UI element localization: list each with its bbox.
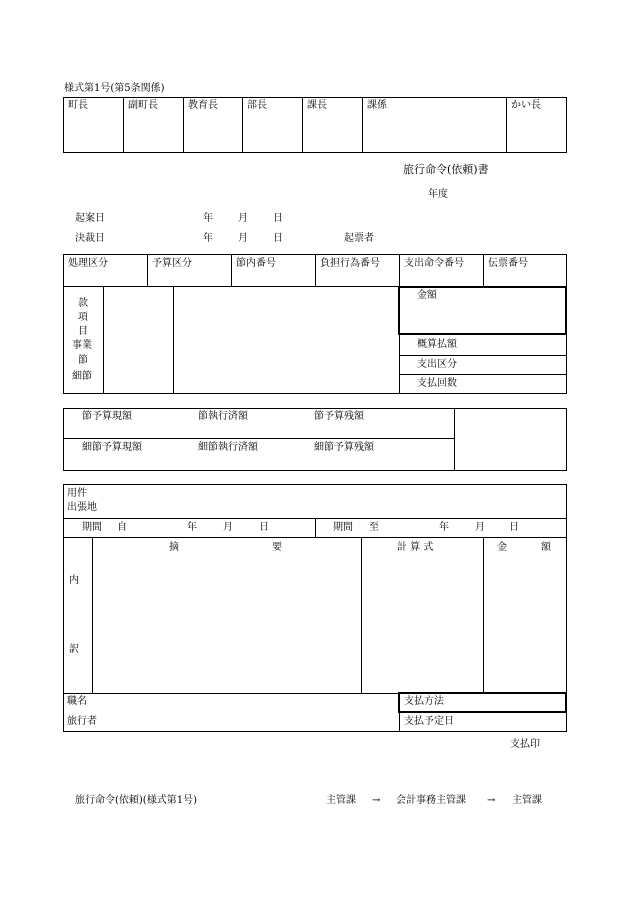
from-label: 自 [117,522,127,533]
destination-label: 出張地 [67,502,97,513]
payment-seal-label: 支払印 [510,739,540,750]
subsection-budget-executed: 細節執行済額 [198,442,258,453]
drafter-label: 起票者 [344,233,374,244]
budget-project: 事業 [72,340,92,351]
budget-kou: 項 [78,312,88,323]
routing-dept-2: 会計事務主管課 [396,795,466,806]
draft-year: 年 [203,213,213,224]
breakdown-label-2: 訳 [69,644,79,655]
from-year: 年 [187,522,197,533]
job-title-label: 職名 [67,696,87,707]
from-month: 月 [223,522,233,533]
budget-kan: 款 [78,298,88,309]
document-title: 旅行命令(依頼)書 [403,163,489,176]
header-processing: 処理区分 [68,258,108,269]
header-voucher-number: 伝票番号 [488,258,528,269]
decision-month: 月 [238,233,248,244]
approval-director: 部長 [247,100,267,111]
to-year: 年 [439,522,449,533]
approval-mayor: 町長 [68,100,88,111]
approval-section-chief: 課長 [307,100,327,111]
amount-header-1: 金 [497,542,507,553]
approval-deputy-mayor: 副町長 [128,100,158,111]
payment-date-label: 支払予定日 [404,716,454,727]
fiscal-year-label: 年度 [428,189,448,200]
summary-header-2: 要 [272,542,282,553]
decision-day: 日 [273,233,283,244]
header-payment-order-number: 支出命令番号 [404,258,464,269]
payment-method-label: 支払方法 [404,696,444,707]
approval-superintendent: 教育長 [188,100,218,111]
period-to-label: 期間 [333,522,353,533]
to-day: 日 [509,522,519,533]
decision-date-label: 決裁日 [75,233,105,244]
draft-date-label: 起案日 [75,213,105,224]
amount-header-2: 額 [541,542,551,553]
from-day: 日 [259,522,269,533]
to-month: 月 [475,522,485,533]
footer-form-name: 旅行命令(依頼)(様式第1号) [75,795,197,806]
subject-label: 用件 [67,488,87,499]
approval-kai-chief: かい長 [511,100,541,111]
summary-header-1: 摘 [169,542,179,553]
payment-category-label: 支出区分 [417,359,457,370]
payment-count-label: 支払回数 [417,378,457,389]
header-obligation-number: 負担行為番号 [320,258,380,269]
amount-label: 金額 [417,290,437,301]
section-budget-executed: 節執行済額 [198,411,248,422]
budget-moku: 目 [78,326,88,337]
routing-dept-3: 主管課 [512,795,542,806]
routing-arrow-2: → [487,795,496,806]
to-label: 至 [369,522,379,533]
draft-day: 日 [273,213,283,224]
budget-setsu: 節 [78,355,88,366]
section-budget-current: 節予算現額 [82,411,132,422]
form-number: 様式第1号(第5条関係) [64,83,165,94]
approval-unit: 課係 [367,100,387,111]
period-from-label: 期間 [82,522,102,533]
budget-sub-section: 細節 [72,371,92,382]
advance-payment-label: 概算払額 [417,339,457,350]
header-section-number: 節内番号 [236,258,276,269]
routing-dept-1: 主管課 [326,795,356,806]
calculation-header: 計 算 式 [397,542,434,553]
breakdown-label-1: 内 [69,575,79,586]
routing-arrow-1: → [372,795,381,806]
decision-year: 年 [203,233,213,244]
subsection-budget-current: 細節予算現額 [82,442,142,453]
subsection-budget-remaining: 細節予算残額 [314,442,374,453]
draft-month: 月 [238,213,248,224]
section-budget-remaining: 節予算残額 [314,411,364,422]
header-budget-class: 予算区分 [152,258,192,269]
traveler-label: 旅行者 [67,716,97,727]
